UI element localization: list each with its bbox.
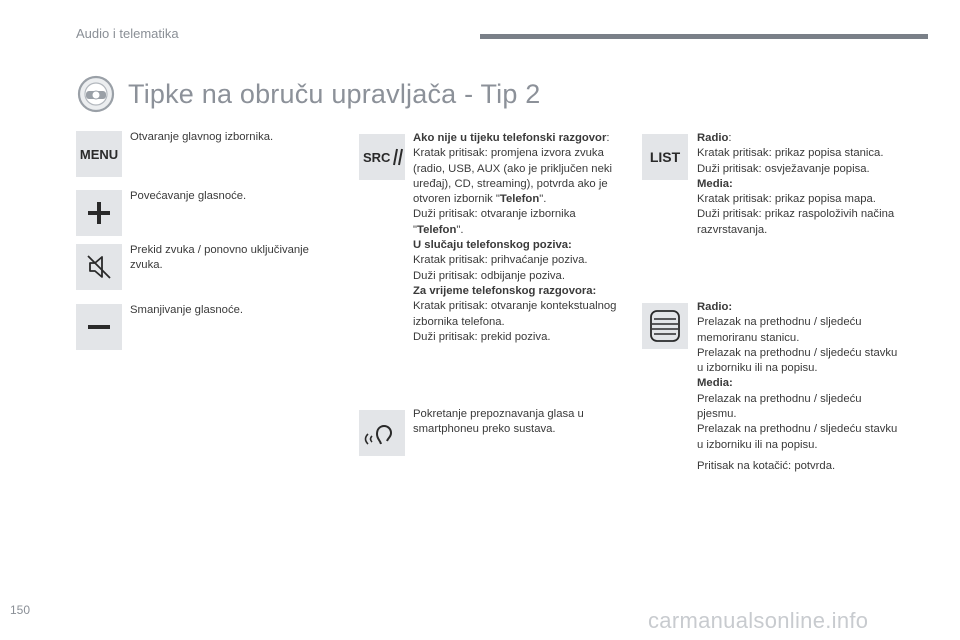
src-line-4: Duži pritisak: odbijanje poziva.	[413, 269, 565, 282]
title-row	[76, 74, 541, 114]
section-header: Audio i telematika	[76, 26, 179, 41]
src-line-1: Kratak pritisak: promjena izvora zvuka (radio, USB, AUX (ako je priključen neki uređaj), CD, streaming), potvrda ako je otvoren izbornik "	[413, 147, 613, 206]
watermark: carmanualsonline.info	[648, 608, 869, 633]
minus-icon	[76, 304, 122, 350]
header-bar	[480, 34, 928, 39]
wheel-line-1: Prelazak na prethodnu / sljedeću memoriranu stanicu.	[697, 316, 862, 344]
list-button-icon	[642, 134, 688, 180]
list-line-4: Duži pritisak: prikaz raspoloživih načina razvrstavanja.	[697, 208, 895, 236]
src-description	[413, 131, 618, 345]
list-description	[697, 131, 912, 238]
page-title: Tipke na obruču upravljača - Tip 2	[128, 78, 541, 109]
list-line-1: Kratak pritisak: prikaz popisa stanica.	[697, 147, 884, 160]
src-button-icon	[359, 134, 405, 180]
list-heading-1: Radio	[697, 132, 729, 144]
src-line-2: Duži pritisak: otvaranje izbornika "	[413, 208, 576, 236]
telefon-label: Telefon	[499, 193, 540, 206]
svg-text:LIST: LIST	[649, 149, 681, 165]
wheel-description	[697, 300, 902, 474]
wheel-line-2: Prelazak na prethodnu / sljedeću stavku u izborniku ili na popisu.	[697, 346, 898, 375]
src-heading-1: Ako nije u tijeku telefonski razgovor	[413, 132, 607, 144]
menu-description: Otvaranje glavnog izbornika.	[130, 131, 274, 143]
colon: :	[606, 132, 610, 144]
telefon-label: Telefon	[417, 223, 457, 236]
list-line-2: Duži pritisak: osvježavanje popisa.	[697, 162, 870, 175]
src-heading-2: U slučaju telefonskog poziva:	[413, 239, 572, 252]
wheel-heading-2: Media:	[697, 377, 733, 390]
page-number: 150	[10, 603, 31, 617]
colon: :	[728, 132, 732, 144]
volume-up-description: Povećavanje glasnoće.	[130, 190, 247, 202]
steering-wheel-icon	[76, 74, 116, 114]
voice-icon	[359, 410, 405, 456]
src-heading-3: Za vrijeme telefonskog razgovora:	[413, 284, 597, 297]
quote-end: ".	[539, 193, 547, 206]
voice-description: Pokretanje prepoznavanja glasa u smartphoneu preko sustava.	[413, 408, 584, 436]
mute-description: Prekid zvuka / ponovno uključivanje zvuka.	[130, 244, 309, 272]
list-line-3: Kratak pritisak: prikaz popisa mapa.	[697, 193, 876, 206]
thumbwheel-icon	[642, 303, 688, 349]
mute-icon	[76, 244, 122, 290]
plus-icon	[76, 190, 122, 236]
wheel-line-3: Prelazak na prethodnu / sljedeću pjesmu.	[697, 392, 862, 421]
svg-text:SRC: SRC	[363, 150, 391, 165]
src-line-3: Kratak pritisak: prihvaćanje poziva.	[413, 254, 588, 267]
menu-button-icon	[76, 131, 122, 177]
src-line-5: Kratak pritisak: otvaranje kontekstualnog izbornika telefona.	[413, 300, 617, 328]
src-line-6: Duži pritisak: prekid poziva.	[413, 330, 551, 343]
wheel-heading-1: Radio:	[697, 301, 733, 313]
svg-text:MENU: MENU	[79, 147, 119, 162]
wheel-line-5: Pritisak na kotačić: potvrda.	[697, 459, 836, 472]
list-heading-2: Media:	[697, 177, 733, 190]
volume-down-description: Smanjivanje glasnoće.	[130, 304, 244, 316]
wheel-line-4: Prelazak na prethodnu / sljedeću stavku u izborniku ili na popisu.	[697, 423, 898, 451]
quote-end: ".	[456, 223, 464, 236]
